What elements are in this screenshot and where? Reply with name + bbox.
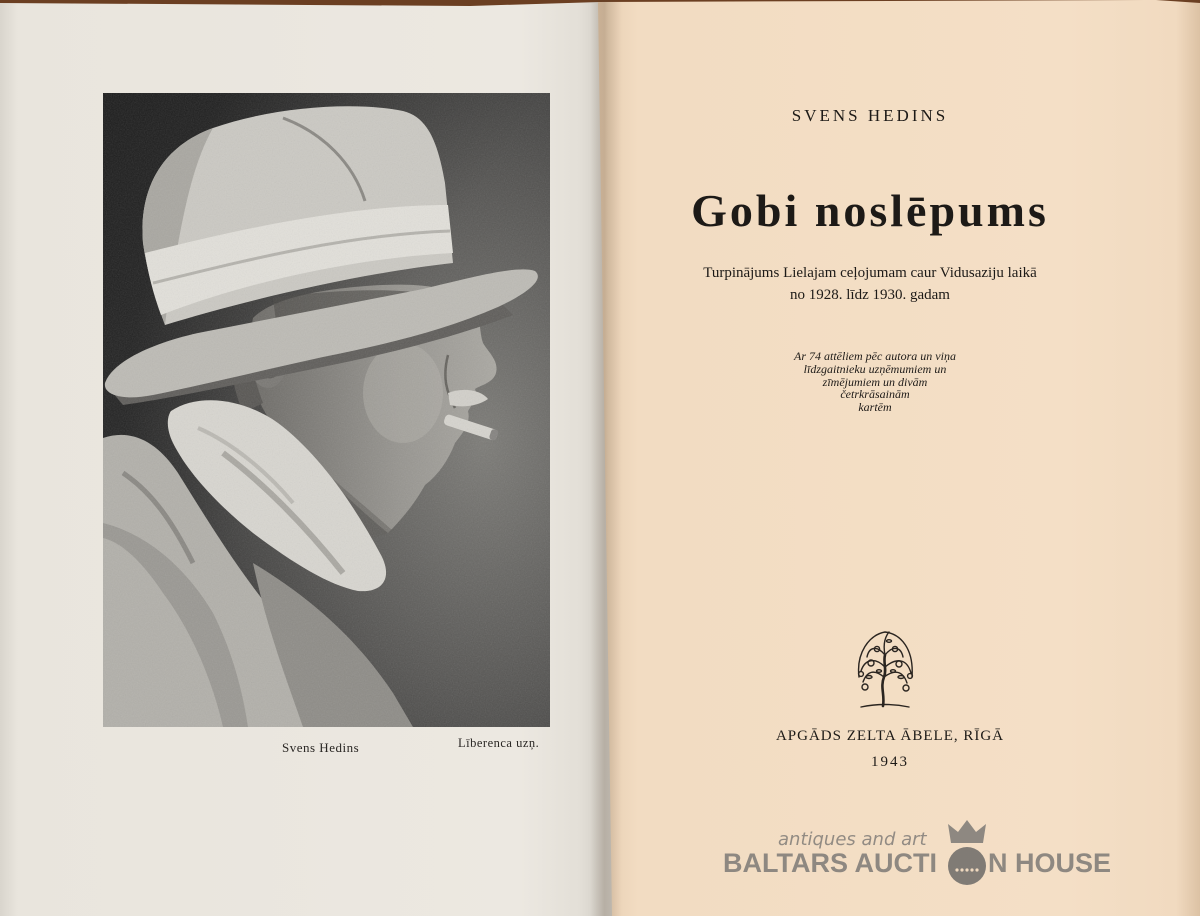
photo-caption-name: Svens Hedins — [282, 740, 360, 755]
book-gutter — [590, 0, 622, 916]
watermark-tagline: antiques and art — [778, 829, 927, 850]
note-line: kartēm — [858, 400, 892, 415]
right-page — [596, 0, 1200, 916]
publication-year: 1943 — [871, 754, 909, 770]
crown-circle-icon — [945, 818, 989, 886]
book-subtitle — [640, 262, 1100, 306]
note-line: Ar 74 attēliem pēc autora un viņa — [794, 349, 956, 363]
photo-caption-credit: Līberenca uzņ. — [458, 736, 540, 750]
note-line: četrkrāsainām — [840, 387, 910, 402]
watermark-name-part2: N HOUSE — [988, 848, 1112, 878]
subtitle-line: no 1928. līdz 1930. gadam — [790, 287, 950, 303]
subtitle-line: Turpinājums Lielajam ceļojumam caur Vidusaziju laikā — [703, 265, 1037, 281]
book-title: Gobi noslēpums — [691, 185, 1049, 236]
illustration-note — [755, 350, 995, 414]
portrait-photo — [103, 93, 550, 727]
publisher-line: APGĀDS ZELTA ĀBELE, RĪGĀ — [775, 728, 1005, 744]
watermark-name-part1: BALTARS AUCTI — [723, 848, 937, 878]
apple-tree-emblem-icon — [849, 627, 921, 713]
note-line: līdzgaitnieku uzņēmumiem un — [803, 361, 947, 376]
note-line: zīmējumiem un divām — [822, 374, 928, 389]
author-name: SVENS HEDINS — [791, 106, 949, 125]
